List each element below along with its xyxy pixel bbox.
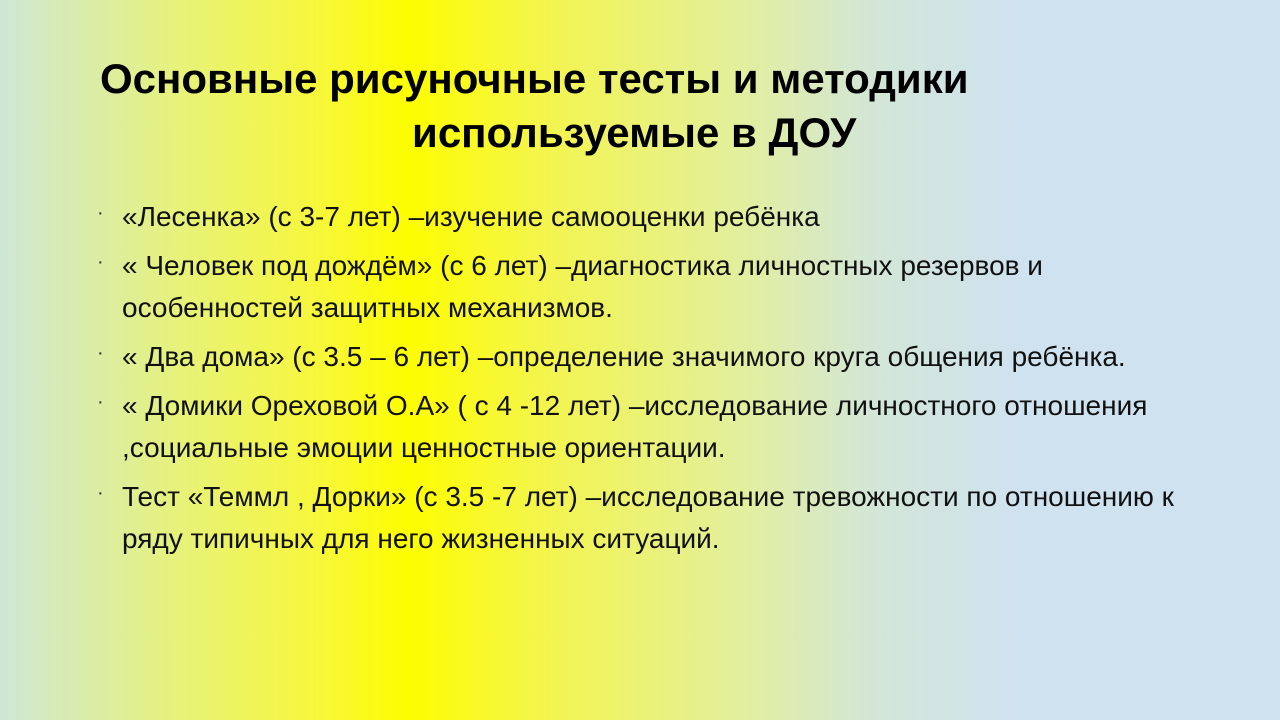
bullet-text: «Лесенка» (с 3-7 лет) –изучение самооценки ребёнка [122,201,820,232]
bullet-list [97,196,1177,567]
bullet-text: Тест «Теммл , Дорки» (с 3.5 -7 лет) –исследование тревожности по отношению к ряду типичных для него жизненных ситуаций. [122,481,1174,554]
bullet-item [97,385,1177,469]
bullet-dot-icon: · [97,202,104,224]
bullet-text: « Два дома» (с 3.5 – 6 лет) –определение значимого круга общения ребёнка. [122,341,1126,372]
bullet-item [97,336,1177,378]
bullet-item [97,245,1177,329]
bullet-text: « Домики Ореховой О.А» ( с 4 -12 лет) –исследование личностного отношения ,социальные эмоции ценностные ориентации. [122,390,1148,463]
slide-title-line-1: Основные рисуночные тесты и методики [100,55,969,102]
bullet-text: « Человек под дождём» (с 6 лет) –диагностика личностных резервов и особенностей защитных механизмов. [122,250,1043,323]
bullet-dot-icon: · [97,251,104,273]
bullet-dot-icon: · [97,391,104,413]
slide-title-line-2: используемые в ДОУ [412,109,857,156]
bullet-item [97,196,1177,238]
bullet-dot-icon: · [97,482,104,504]
bullet-item [97,476,1177,560]
bullet-dot-icon: · [97,342,104,364]
slide-title [100,52,1060,160]
